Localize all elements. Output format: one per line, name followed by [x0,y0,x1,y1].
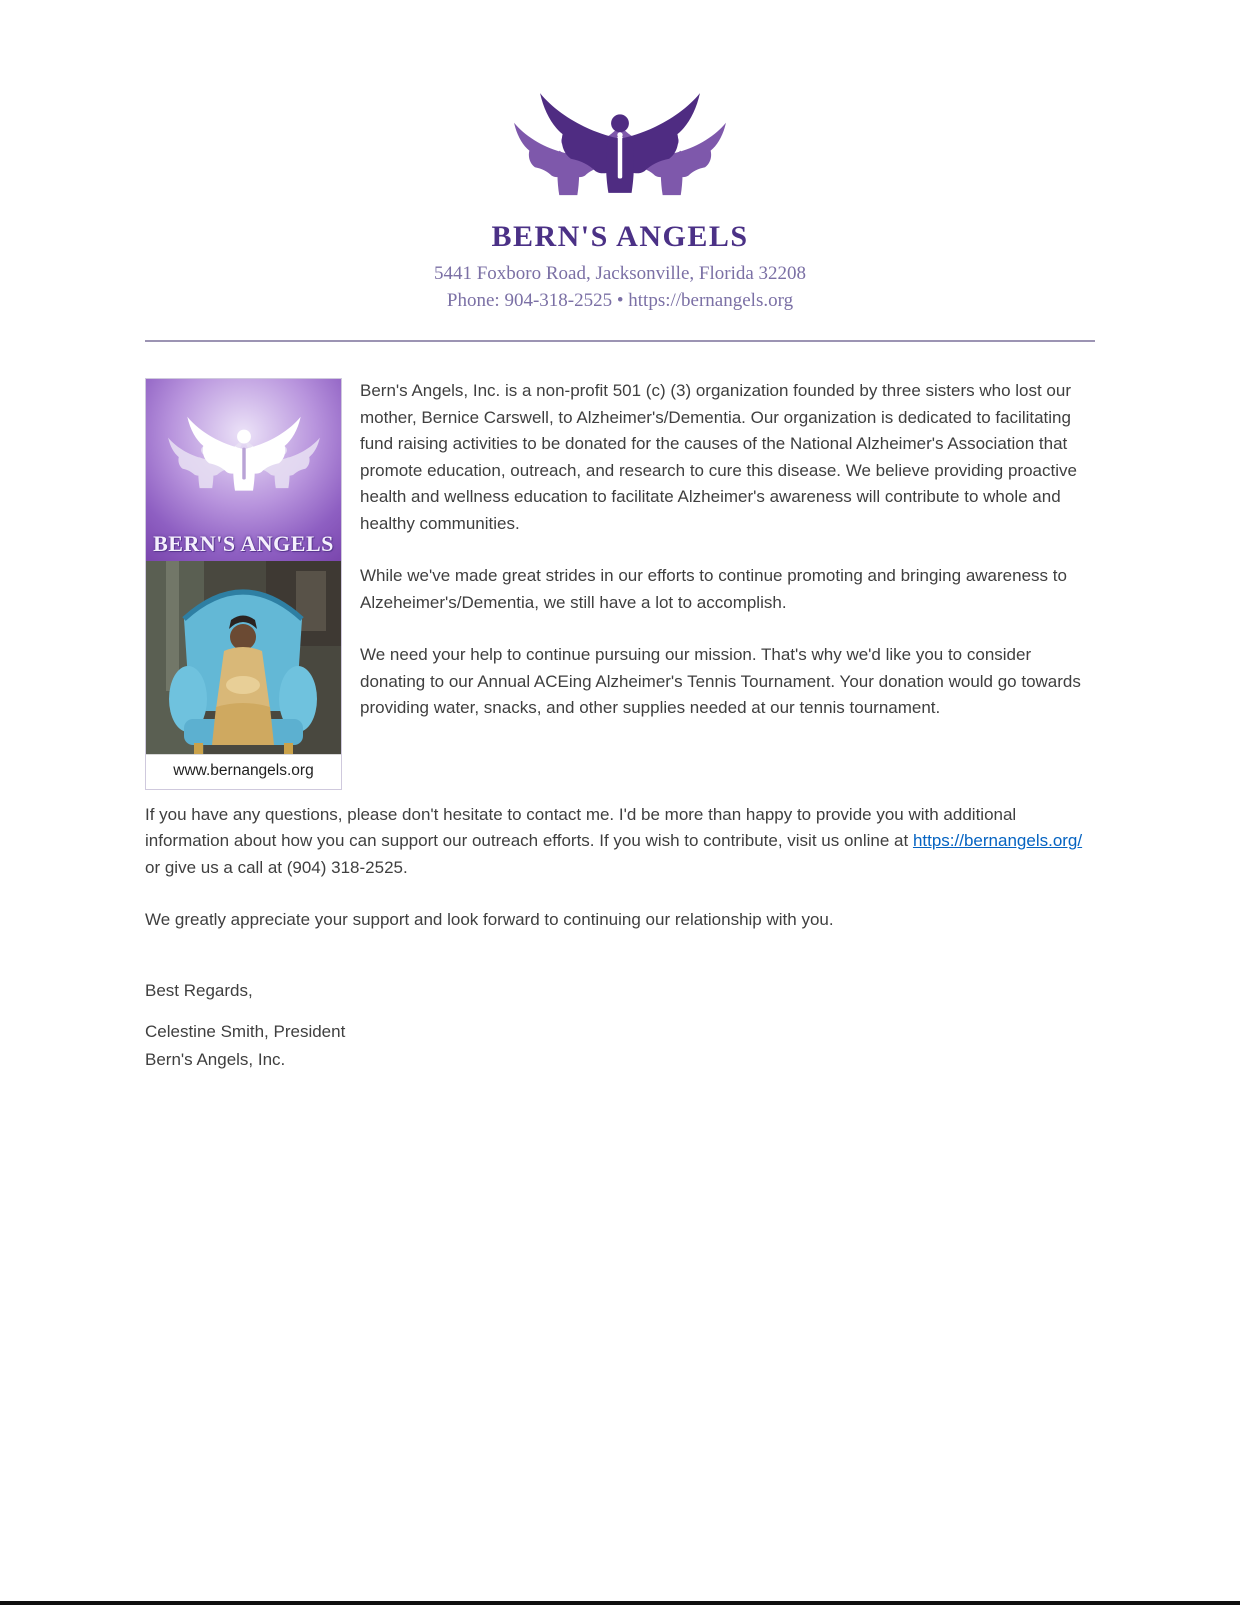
signature-name: Celestine Smith, President [145,1022,346,1041]
org-name: BERN'S ANGELS [491,220,749,253]
founder-portrait-illustration [146,561,341,754]
org-address: 5441 Foxboro Road, Jacksonville, Florida 32208 [433,263,807,284]
paragraph-mission: Bern's Angels, Inc. is a non-profit 501 (c) (3) organization founded by three sisters who lost our mother, Bernice Carswell, to Alzheimer's/Dementia. Our organization is dedicated to facilitating fund raising activities to be donated for the causes of the National Alzheimer's Association that promote education, outreach, and research to cure this disease. We believe providing proactive health and wellness education to facilitate Alzheimer's awareness will contribute to whole and healthy communities. [360,381,1077,533]
founder-photo [146,561,341,754]
contact-text-before-link: If you have any questions, please don't hesitate to contact me. I'd be more than happy to provide you with additional information about how you can support our outreach efforts. If you wish to contribute, visit us online at [145,804,1017,850]
sidebar-logo [146,379,341,561]
sidebar-image-block [145,378,342,790]
angel-wings-icon [154,383,334,513]
letter-body [145,378,1095,1074]
paragraph-strides: While we've made great strides in our efforts to continue promoting and bringing awareness to Alzeheimer's/Dementia, we still have a lot to accomplish. [360,566,1067,612]
paragraph-appreciation: We greatly appreciate your support and look forward to continuing our relationship with you. [145,910,834,929]
org-phone-line: Phone: 904-318-2525 • https://bernangels.org [446,290,794,311]
website-link[interactable]: https://bernangels.org/ [912,831,1083,850]
sidebar-logo-text: BERN'S ANGELS [153,530,334,556]
intro-text-column [360,378,1095,790]
intro-row [145,378,1095,790]
closing-line: Best Regards, [145,980,253,1000]
header-divider [145,340,1095,342]
photo-caption: www.bernangels.org [146,754,341,789]
page-bottom-edge [0,1601,1240,1605]
contact-text-after-link: or give us a call at (904) 318-2525. [145,857,408,877]
berns-angels-logo-icon [504,60,736,216]
letterhead [0,0,1240,312]
paragraph-contact [145,802,1095,882]
signature-org: Bern's Angels, Inc. [145,1050,286,1069]
paragraph-donation-request: We need your help to continue pursuing our mission. That's why we'd like you to consider donating to our Annual ACEing Alzheimer's Tennis Tournament. Your donation would go towards providing water, snacks, and other supplies needed at our tennis tournament. [360,645,1081,717]
